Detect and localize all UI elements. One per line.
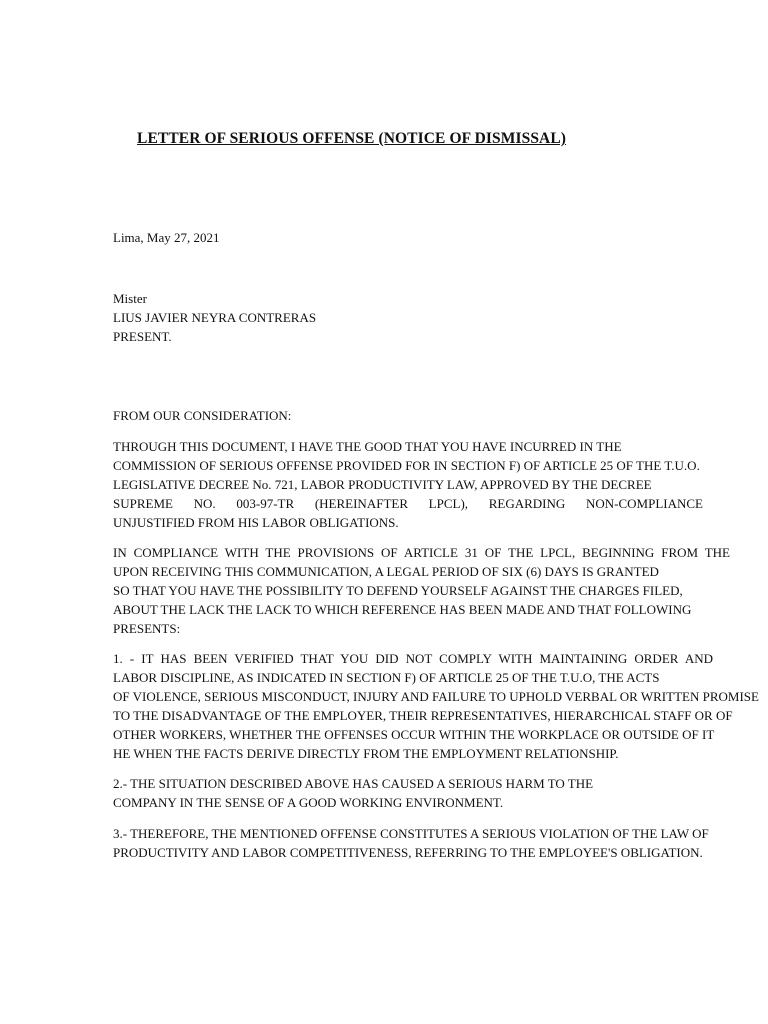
paragraph-4 [113, 774, 593, 812]
paragraph-line: THROUGH THIS DOCUMENT, I HAVE THE GOOD THAT YOU HAVE INCURRED IN THE [113, 439, 622, 454]
paragraph-line: OTHER WORKERS, WHETHER THE OFFENSES OCCUR WITHIN THE WORKPLACE OR OUTSIDE OF IT [113, 727, 715, 742]
paragraph-line: PRODUCTIVITY AND LABOR COMPETITIVENESS, REFERRING TO THE EMPLOYEE'S OBLIGATION. [113, 845, 703, 860]
paragraph-line: IN COMPLIANCE WITH THE PROVISIONS OF ARTICLE 31 OF THE LPCL, BEGINNING FROM THE [113, 545, 730, 560]
paragraph-line: SO THAT YOU HAVE THE POSSIBILITY TO DEFEND YOURSELF AGAINST THE CHARGES FILED, [113, 583, 683, 598]
recipient-block [113, 289, 316, 346]
paragraph-line: OF VIOLENCE, SERIOUS MISCONDUCT, INJURY AND FAILURE TO UPHOLD VERBAL OR WRITTEN PROMISE [113, 689, 759, 704]
paragraph-line: TO THE DISADVANTAGE OF THE EMPLOYER, THEIR REPRESENTATIVES, HIERARCHICAL STAFF OR OF [113, 708, 733, 723]
recipient-name: LIUS JAVIER NEYRA CONTRERAS [113, 310, 317, 325]
opening-line [113, 406, 291, 425]
paragraph-3 [113, 649, 759, 763]
paragraph-line: UPON RECEIVING THIS COMMUNICATION, A LEGAL PERIOD OF SIX (6) DAYS IS GRANTED [113, 564, 659, 579]
paragraph-line: COMPANY IN THE SENSE OF A GOOD WORKING ENVIRONMENT. [113, 795, 504, 810]
paragraph-line: 2.- THE SITUATION DESCRIBED ABOVE HAS CAUSED A SERIOUS HARM TO THE [113, 776, 594, 791]
document-title: LETTER OF SERIOUS OFFENSE (NOTICE OF DISMISSAL) [137, 130, 567, 147]
paragraph-line: UNJUSTIFIED FROM HIS LABOR OBLIGATIONS. [113, 515, 399, 530]
paragraph-line: PRESENTS: [113, 621, 181, 636]
paragraph-5 [113, 824, 709, 862]
paragraph-line: 1. - IT HAS BEEN VERIFIED THAT YOU DID NOT COMPLY WITH MAINTAINING ORDER AND [113, 651, 713, 666]
paragraph-2 [113, 543, 730, 638]
paragraph-1 [113, 437, 703, 532]
recipient-present: PRESENT. [113, 329, 172, 344]
opening-text: FROM OUR CONSIDERATION: [113, 408, 292, 423]
paragraph-line: 3.- THEREFORE, THE MENTIONED OFFENSE CONSTITUTES A SERIOUS VIOLATION OF THE LAW OF [113, 826, 709, 841]
recipient-salutation: Mister [113, 291, 147, 306]
paragraph-line: HE WHEN THE FACTS DERIVE DIRECTLY FROM THE EMPLOYMENT RELATIONSHIP. [113, 746, 619, 761]
paragraph-line: ABOUT THE LACK THE LACK TO WHICH REFERENCE HAS BEEN MADE AND THAT FOLLOWING [113, 602, 692, 617]
paragraph-line: LABOR DISCIPLINE, AS INDICATED IN SECTION F) OF ARTICLE 25 OF THE T.U.O, THE ACTS [113, 670, 660, 685]
place-date [113, 228, 220, 247]
paragraph-line: SUPREME NO. 003-97-TR (HEREINAFTER LPCL), REGARDING NON-COMPLIANCE [113, 496, 703, 511]
place-date-text: Lima, May 27, 2021 [113, 230, 220, 245]
paragraph-line: COMMISSION OF SERIOUS OFFENSE PROVIDED FOR IN SECTION F) OF ARTICLE 25 OF THE T.U.O. [113, 458, 700, 473]
paragraph-line: LEGISLATIVE DECREE No. 721, LABOR PRODUCTIVITY LAW, APPROVED BY THE DECREE [113, 477, 652, 492]
